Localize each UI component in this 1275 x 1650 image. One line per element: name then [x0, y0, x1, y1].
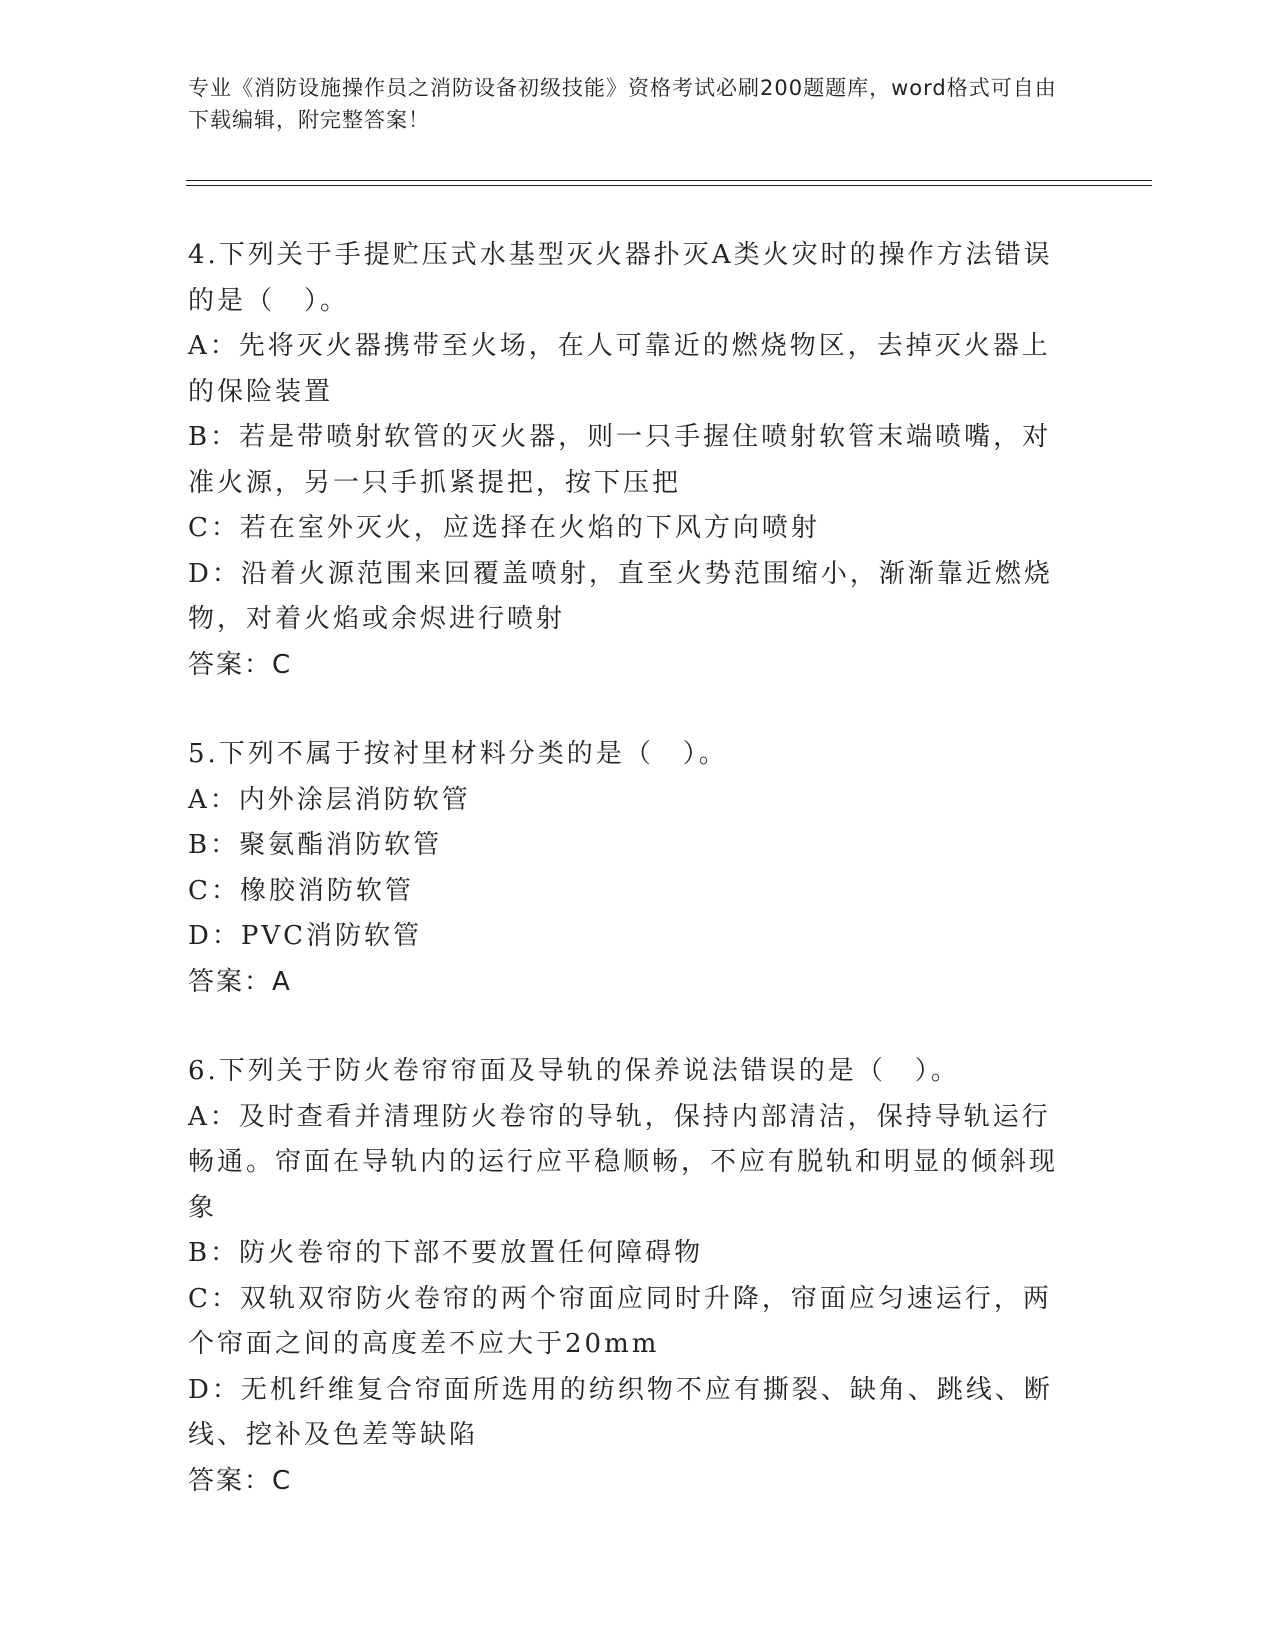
option-d: D：沿着火源范围来回覆盖喷射，直至火势范围缩小，渐渐靠近燃烧物，对着火焰或余烬进行喷射 — [188, 558, 1053, 634]
option-a: A：先将灭火器携带至火场，在人可靠近的燃烧物区，去掉灭火器上的保险装置 — [188, 331, 1051, 407]
option-c: C：若在室外灭火，应选择在火焰的下风方向喷射 — [188, 513, 820, 543]
option-b: B：若是带喷射软管的灭火器，则一只手握住喷射软管末端喷嘴，对准火源，另一只手抓紧提把，按下压把 — [188, 422, 1052, 498]
question-stem: 4.下列关于手提贮压式水基型灭火器扑灭A类火灾时的操作方法错误的是（ ）。 — [188, 240, 1053, 316]
question-stem: 5.下列不属于按衬里材料分类的是（ ）。 — [188, 739, 728, 769]
question-list — [188, 233, 1078, 1504]
option-b: B：防火卷帘的下部不要放置任何障碍物 — [188, 1238, 704, 1268]
header-divider-top — [186, 180, 1152, 181]
answer: 答案：A — [188, 966, 292, 997]
question-5 — [188, 732, 1078, 1005]
option-a: A：及时查看并清理防火卷帘的导轨，保持内部清洁，保持导轨运行畅通。帘面在导轨内的运行应平稳顺畅，不应有脱轨和明显的倾斜现象 — [188, 1101, 1059, 1223]
answer: 答案：C — [188, 1465, 293, 1496]
option-c: C：双轨双帘防火卷帘的两个帘面应同时升降，帘面应匀速运行，两个帘面之间的高度差不应大于20mm — [188, 1283, 1052, 1359]
option-d: D：PVC消防软管 — [188, 921, 423, 951]
question-stem: 6.下列关于防火卷帘帘面及导轨的保养说法错误的是（ ）。 — [188, 1056, 960, 1086]
option-a: A：内外涂层消防软管 — [188, 784, 471, 815]
document-header: 专业《消防设施操作员之消防设备初级技能》资格考试必刷200题题库，word格式可自由下载编辑，附完整答案！ — [188, 76, 1057, 132]
question-6 — [188, 1049, 1078, 1504]
question-4 — [188, 233, 1078, 688]
option-b: B：聚氨酯消防软管 — [188, 830, 443, 860]
option-c: C：橡胶消防软管 — [188, 875, 414, 906]
header-divider-bottom — [186, 185, 1152, 186]
option-d: D：无机纤维复合帘面所选用的纺织物不应有撕裂、缺角、跳线、断线、挖补及色差等缺陷 — [188, 1374, 1053, 1450]
answer: 答案：C — [188, 649, 293, 680]
